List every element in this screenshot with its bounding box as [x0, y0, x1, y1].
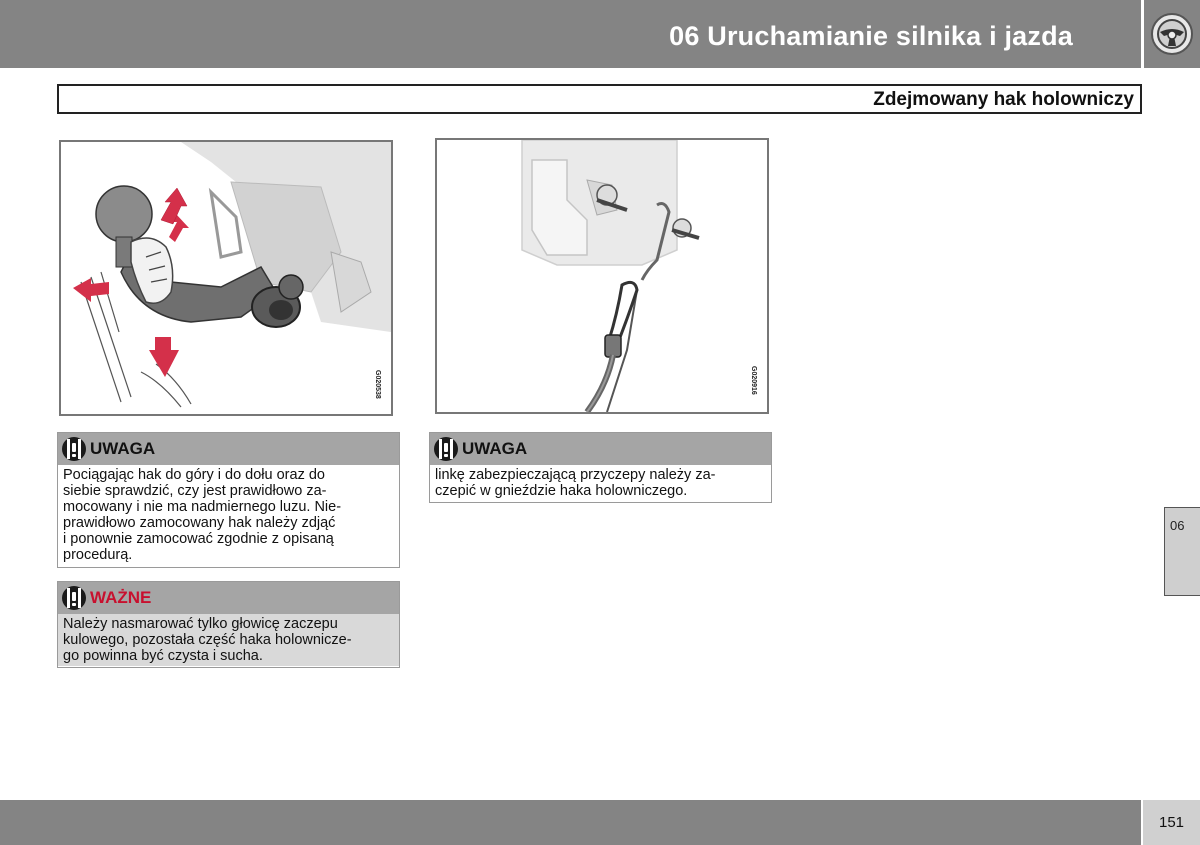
figure-safety-cable	[435, 138, 769, 414]
chapter-title: 06 Uruchamianie silnika i jazda	[669, 21, 1073, 51]
warning-icon	[433, 436, 459, 462]
note-header	[58, 433, 399, 465]
note-header	[430, 433, 771, 465]
important-note	[57, 581, 400, 668]
figure-code: G020538	[374, 370, 381, 399]
warning-icon	[61, 436, 87, 462]
note-header	[58, 582, 399, 614]
warning-note	[429, 432, 772, 503]
chapter-tab[interactable]	[1164, 507, 1200, 596]
note-text: linkę zabezpieczającą przyczepy należy za- czepić w gnieździe haka holowniczego.	[435, 467, 716, 499]
note-text: Należy nasmarować tylko głowicę zaczepu kulowego, pozostała część haka holownicze- go powinna być czysta i sucha.	[58, 614, 399, 666]
note-text: Pociągając hak do góry i do dołu oraz do siebie sprawdzić, czy jest prawidłowo za- mocowany i nie ma nadmiernego luzu. Nie- prawidłowo zamocowany hak należy zdjąć i ponownie zamocować zgodnie z opisaną procedurą.	[63, 467, 342, 563]
warning-icon	[61, 585, 87, 611]
chapter-tab-label: 06	[1170, 518, 1185, 533]
header-bar	[0, 0, 1141, 68]
section-title-box	[57, 84, 1142, 114]
page-number: 151	[1143, 800, 1200, 845]
note-title: UWAGA	[90, 439, 156, 458]
note-title: UWAGA	[462, 439, 528, 458]
steering-wheel-icon	[1150, 12, 1194, 56]
safety-cable-illustration	[437, 140, 767, 412]
figure-towbar-check	[59, 140, 393, 416]
figure-code: G020916	[750, 366, 757, 395]
warning-note	[57, 432, 400, 568]
note-title: WAŻNE	[90, 588, 152, 607]
logo	[1144, 0, 1200, 68]
towbar-check-illustration	[61, 142, 391, 414]
section-title: Zdejmowany hak holowniczy	[873, 89, 1134, 110]
footer-bar	[0, 800, 1141, 845]
